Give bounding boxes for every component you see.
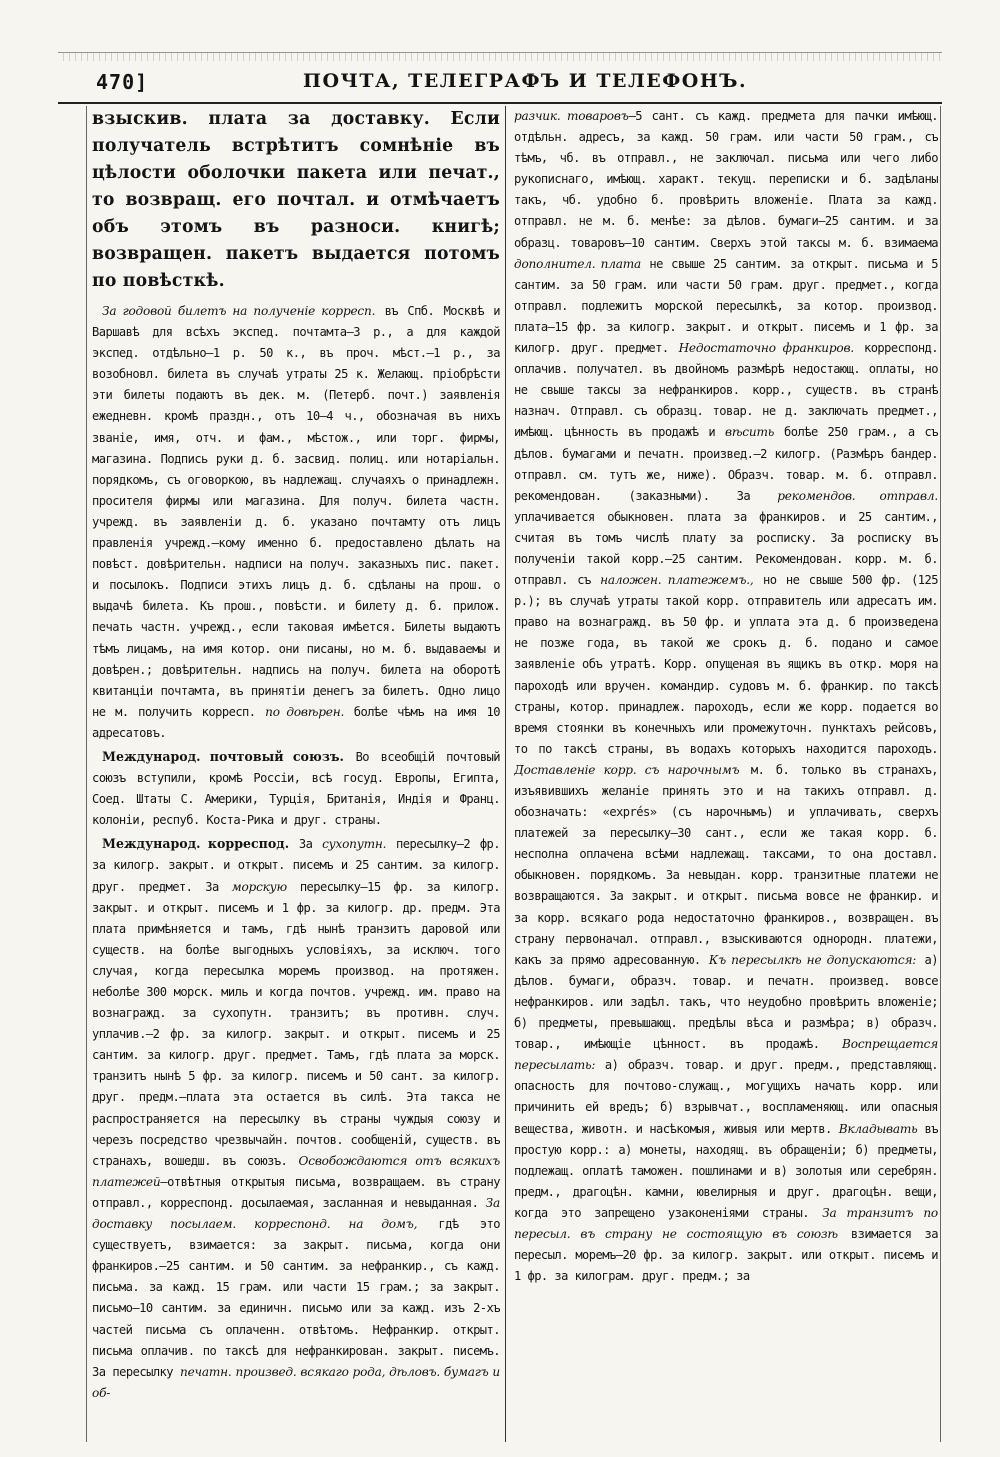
intl-em-land: сухопутн. — [322, 837, 387, 852]
intl-text-a: За — [298, 837, 313, 852]
page-number: 470] — [96, 70, 149, 94]
running-title: ПОЧТА, ТЕЛЕГРАФЪ И ТЕЛЕФОНЪ. — [303, 70, 748, 92]
intl-em-sea: морскую — [231, 879, 287, 894]
intl-text-d: —отвѣтныя открытыя письма, возвращаем. въ страну отправл., корреспонд. досылаемая, засланная и невыданная. — [92, 1174, 500, 1210]
r-text-10: въ простую корр.: а) монеты, находящ. въ обращеніи; б) предметы, подлежащ. оплатѣ таможен. пошлинами и в) золотыя или серебрян. предм., драгоцѣн. камни, ювелирныя и друг. драгоцѣн. вещи, когда это запрещено узаконеніями страны. — [514, 1121, 938, 1220]
annual-ticket-em: по довѣрен. — [265, 704, 345, 719]
r-text-7: м. б. только въ странахъ, изъявившихъ желаніе принять это и на такихъ отправл. д. обозначать: «exprés» (съ нарочнымъ) и уплачивать, сверхъ платежей за пересылку—30 сант., если же такая корр. б. несполна оплачена всѣми надлежащ. таксами, то она доставл. обыкновен. порядкомъ. За невыдан. корр. транзитные платежи не возвращаются. За закрыт. и открыт. письма вовсе не франкир. и за корр. всякаго рода недостаточно франкиров., возвращен. въ страну первоначал. отправл., взыскиваются однородн. платежи, какъ за прямо адресованную. — [514, 762, 938, 967]
intl-text-e: гдѣ это существуетъ, взимается: за закрыт. письма, когда они франкиров.—25 сантим. и 50 сантим. за нефранкир., съ кажд. письма. за кажд. 15 грам. или части 15 грам.; за закрыт. письмо—10 сантим. за единичн. письмо или за кажд. изъ 2-хъ частей письма съ оплаченн. отвѣтомъ. Нефранкир. открыт. письма оплачив. по таксѣ для нефранкирован. закрыт. писемъ. За пересылку — [92, 1217, 500, 1379]
top-ornament-rule — [58, 52, 942, 61]
annual-ticket-paragraph — [92, 301, 500, 744]
postal-union-text: Во всеобщій почтовый союзъ вступили, кромѣ Россіи, всѣ госуд. Европы, Египта, Соед. Штаты С. Америки, Турція, Британія, Индія и Франц. колоніи, респуб. Коста-Рика и друг. страны. — [92, 749, 500, 828]
annual-ticket-text: въ Спб. Москвѣ и Варшавѣ для всѣхъ экспед. почтамта—3 р., а для каждой экспед. отдѣльно—1 р. 50 к., въ проч. мѣст.—1 р., за возобновл. билета въ случаѣ утраты 25 к. Желающ. пріобрѣсти эти билеты подаютъ въ дек. м. (Петерб. почт.) заявленія ежедневн. кромѣ праздн., отъ 10—4 ч., обозначая въ нихъ званіе, имя, отч. и фам., мѣстож., или торг. фирмы, магазина. Подпись руки д. б. засвид. полиц. или нотаріальн. порядкомъ, съ оговоркою, въ надлежащ. случаяхъ о принадлежн. просителя фирмы или магазина. Для получ. билета частн. учрежд. въ заявленіи д. б. указано почтамту отъ лицъ правленія учрежд.—кому именно б. предоставлено дѣлать на повѣст. довѣрительн. надписи на получ. заказныхъ пис. пакет. и посылокъ. Подписи этихъ лицъ д. б. сдѣланы на прош. о выдачѣ билета. Къ прош., повѣсти. и билету д. б. прилож. печать частн. учрежд., если таковая имѣется. Билеты выдаютъ тѣмъ лицамъ, на имя котор. они писаны, но м. б. выдаваемы и довѣрен.; довѣрительн. надпись на получ. билета на оборотѣ квитанціи почтамта, въ принятіи денегъ за билетъ. Одно лицо не м. получить корресп. — [92, 304, 500, 719]
r-em-underpaid: Недостаточно франкиров. — [678, 341, 854, 356]
intl-em-printed: печатн. произвед. всякаго рода, дѣловъ. бумагъ и об- — [92, 1364, 500, 1400]
book-page — [58, 52, 942, 1442]
right-margin-rule — [940, 106, 941, 1442]
r-em-express: Доставленіе корр. съ нарочнымъ — [514, 762, 740, 777]
right-column — [514, 106, 938, 1442]
r-em-prohibited: Воспрещается пересылать: — [514, 1037, 938, 1073]
intl-text-b: пересылку—2 фр. за килогр. закрыт. и открыт. писемъ и 25 сантим. за килогр. друг. предмет. За — [92, 837, 500, 894]
r-em-cod: наложен. платежемъ., — [600, 573, 754, 588]
r-text-1: —5 сант. съ кажд. предмета для пачки имѣющ. отдѣльн. адресъ, за кажд. 50 грам. или части 50 грам., съ тѣмъ, чб. въ отправл., не заключал. письма или чего либо рукописнаго, имѣющ. характ. текущ. переписки и б. задѣланы такъ, чб. удобно б. провѣрить вложеніе. Плата за кажд. отправл. не м. б. менѣе: за дѣлов. бумаги—25 сантим. и за образц. товаровъ—10 сантим. Сверхъ этой таксы м. б. взимаема — [514, 109, 938, 250]
r-em-samples: разчик. товаровъ — [514, 109, 629, 123]
r-text-5: уплачивается обыкновен. плата за франкиров. и 25 сантим., считая въ томъ числѣ плату за росписку. За росписку въ полученіи такой корр.—25 сантим. Рекомендован. корр. м. б. отправл. съ — [514, 509, 938, 588]
r-text-8: а) дѣлов. бумаги, образч. товар. и печатн. произвед. вовсе нефранкиров. или задѣл. такъ, что неудобно провѣрить вложеніе; б) предметы, превышающ. предѣлы вѣса и размѣра; в) образч. товар., имѣющіе цѣнност. въ продажѣ. — [514, 952, 938, 1052]
r-em-registered: рекомендов. отправл. — [777, 488, 938, 503]
annual-ticket-tail: болѣе чѣмъ на имя 10 адресатовъ. — [92, 704, 500, 740]
intl-em-exempt: Освобождаются отъ всякихъ платежей — [92, 1153, 500, 1189]
r-em-weigh: вѣсить — [725, 425, 775, 440]
r-em-transit: За транзитъ по пересыл. въ страну не состоящую въ союзѣ — [514, 1205, 938, 1241]
r-em-not-admitted: Къ пересылкѣ не допускаются: — [708, 952, 917, 967]
r-em-extra-fee: дополнител. плата — [514, 256, 642, 271]
r-text-6: но не свыше 500 фр. (125 р.); въ случаѣ утраты такой корр. отправитель или адресатъ им. право на вознагражд. въ 50 фр. и уплата эта д. б произведена не позже года, въ такой же срокъ д. б. подано и самое заявленіе объ утратѣ. Корр. опущеная въ ящикъ въ откр. моря на пароходѣ или вручен. командир. судовъ м. б. франкир. по таксѣ страны, котор. принадлеж. пароходъ, если же корр. подается во время стоянки въ конечныхъ или промежуточн. пунктахъ рейсовъ, то по таксѣ страны, въ водахъ которыхъ находится пароходъ. — [514, 573, 938, 756]
r-text-4: болѣе 250 грам., а съ дѣлов. бумагами и печатн. произвед.—2 килогр. (Размѣръ бандер. отправл. см. тутъ же, ниже). Образч. товар. м. б. отправл. рекомендован. (заказными). За — [514, 425, 938, 503]
intl-correspondence-paragraph — [92, 833, 500, 1404]
r-text-11: взимается за пересыл. моремъ—20 фр. за килогр. закрыт. или открыт. писемъ и 1 фр. за килограм. друг. предм.; за — [514, 1226, 938, 1284]
left-margin-rule — [86, 106, 87, 1442]
intl-text-c: пересылку—15 фр. за килогр. закрыт. и открыт. писемъ и 1 фр. за килогр. др. предм. Эта плата примѣняется и тамъ, гдѣ нынѣ транзитъ даровой или существ. на болѣе выгодныхъ условіяхъ, за исключ. того случая, когда пересылка моремъ производ. на протяжен. неболѣе 300 морск. миль и когда почтов. учрежд. им. право на вознагражд. за сухопутн. транзитъ; въ противн. случ. уплачив.—2 фр. за килогр. закрыт. и открыт. писемъ и 25 сантим. за килогр. друг. предмет. Тамъ, гдѣ плата за морск. транзитъ нынѣ 5 фр. за килогр. писемъ и 50 сант. за килогр. друг. предм.—плата эта остается въ силѣ. Эта такса не распространяется на пересылку въ страны чуждыя союзу и черезъ посредство чрезвычайн. почтов. сообщеній, существ. въ странахъ, вошедш. въ союзъ. — [92, 879, 500, 1168]
column-divider — [505, 106, 506, 1442]
left-column — [92, 106, 500, 1442]
r-text-2: не свыше 25 сантим. за открыт. письма и 5 сантим. за 50 грам. или части 50 грам. друг. предмет., когда отправл. подлежитъ морской пересылкѣ, за котор. производ. плата—15 фр. за килогр. закрыт. и открыт. писемъ и 1 фр. за килогр. друг. предмет. — [514, 256, 938, 356]
intl-correspondence-heading: Международ. корреспод. — [102, 836, 290, 852]
intl-em-delivery: За доставку посылаем. корреспонд. на домъ, — [92, 1195, 500, 1232]
right-paragraph — [514, 106, 938, 1287]
page-header — [58, 62, 942, 104]
annual-ticket-heading: За годовой билетъ на полученіе корресп. — [102, 304, 376, 318]
r-text-3: корреспонд. оплачив. получател. въ двойномъ размѣрѣ недостающ. оплаты, но не свыше таксы за нефранкиров. корр., существ. въ странѣ назнач. Отправл. съ образц. товар. не д. заключать предмет., имѣющ. цѣнность въ продажѣ и — [514, 341, 938, 440]
r-em-enclose: Вкладывать — [838, 1121, 918, 1136]
postal-union-paragraph — [92, 746, 500, 831]
intro-paragraph: взыскив. плата за доставку. Если получатель встрѣтитъ сомнѣніе въ цѣлости оболочки пакета или печат., то возвращ. его почтал. и отмѣчаетъ объ этомъ въ разноси. книгѣ; возвращен. пакетъ выдается потомъ по повѣсткѣ. — [92, 109, 500, 291]
postal-union-heading: Международ. почтовый союзъ. — [102, 748, 344, 764]
r-text-9: а) образч. товар. и друг. предм., представляющ. опасность для почтово-служащ., могущихъ начать корр. или причинить ей вредъ; б) взрывчат., воспламеняющ. или опасныя вещества, животн. и насѣкомыя, живыя или мертв. — [514, 1058, 938, 1136]
